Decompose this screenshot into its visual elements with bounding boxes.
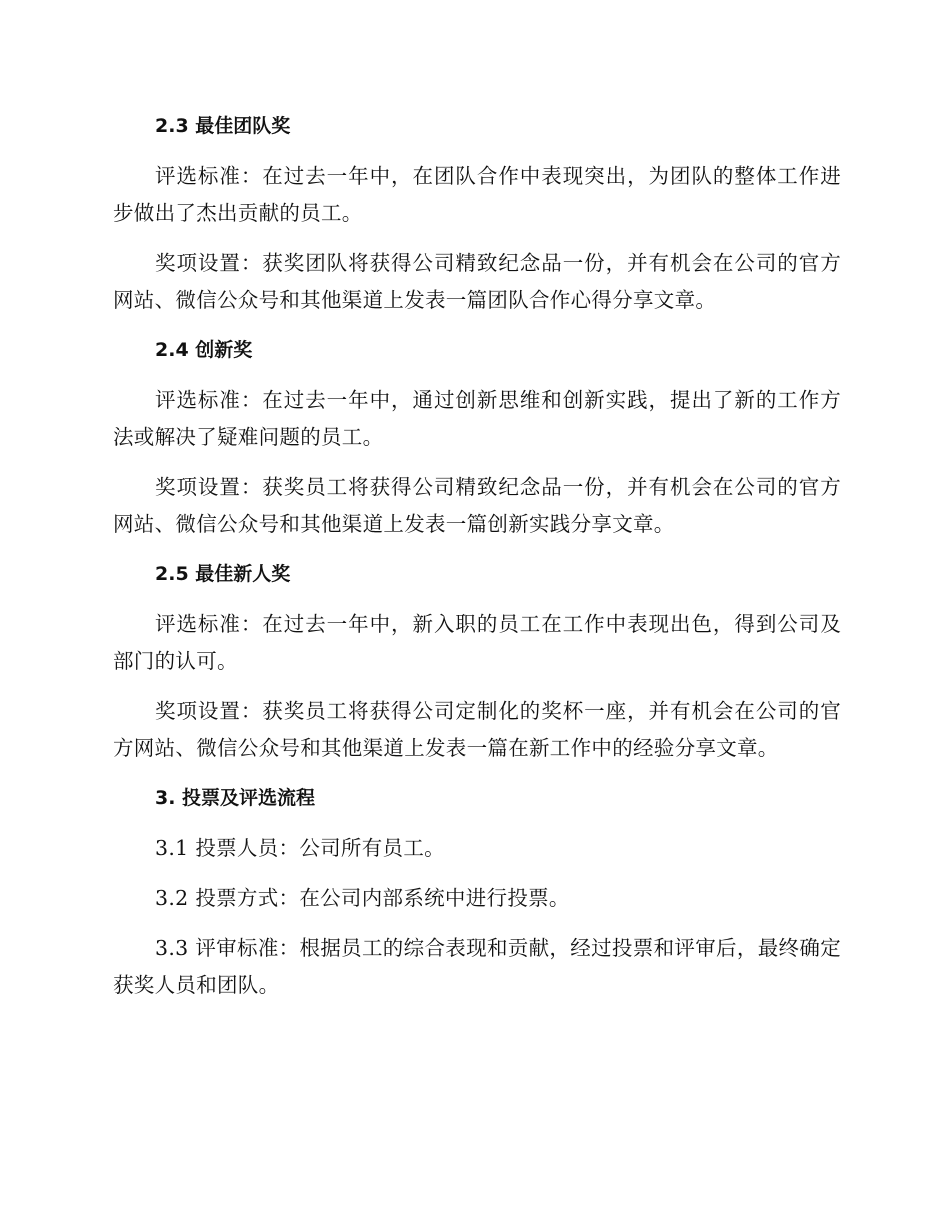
document-page bbox=[113, 108, 841, 1017]
review-criteria-paragraph: 3.3 评审标准：根据员工的综合表现和贡献，经过投票和评审后，最终确定获奖人员和团队。 bbox=[113, 936, 841, 997]
voters-paragraph: 3.1 投票人员：公司所有员工。 bbox=[155, 836, 445, 860]
best-team-prize-paragraph: 奖项设置：获奖团队将获得公司精致纪念品一份，并有机会在公司的官方网站、微信公众号和其他渠道上发表一篇团队合作心得分享文章。 bbox=[113, 251, 841, 312]
section-heading-innovation-award: 2.4 创新奖 bbox=[155, 339, 253, 361]
innovation-criteria-paragraph: 评选标准：在过去一年中，通过创新思维和创新实践，提出了新的工作方法或解决了疑难问题的员工。 bbox=[113, 388, 841, 449]
section-heading-best-newcomer-award: 2.5 最佳新人奖 bbox=[155, 563, 291, 585]
voting-method-paragraph: 3.2 投票方式：在公司内部系统中进行投票。 bbox=[155, 886, 570, 910]
best-team-criteria-paragraph: 评选标准：在过去一年中，在团队合作中表现突出，为团队的整体工作进步做出了杰出贡献的员工。 bbox=[113, 164, 841, 225]
section-heading-best-team-award: 2.3 最佳团队奖 bbox=[155, 115, 291, 137]
section-heading-voting-process: 3. 投票及评选流程 bbox=[155, 787, 316, 809]
newcomer-prize-paragraph: 奖项设置：获奖员工将获得公司定制化的奖杯一座，并有机会在公司的官方网站、微信公众号和其他渠道上发表一篇在新工作中的经验分享文章。 bbox=[113, 699, 841, 760]
innovation-prize-paragraph: 奖项设置：获奖员工将获得公司精致纪念品一份，并有机会在公司的官方网站、微信公众号和其他渠道上发表一篇创新实践分享文章。 bbox=[113, 475, 841, 536]
newcomer-criteria-paragraph: 评选标准：在过去一年中，新入职的员工在工作中表现出色，得到公司及部门的认可。 bbox=[113, 612, 841, 673]
